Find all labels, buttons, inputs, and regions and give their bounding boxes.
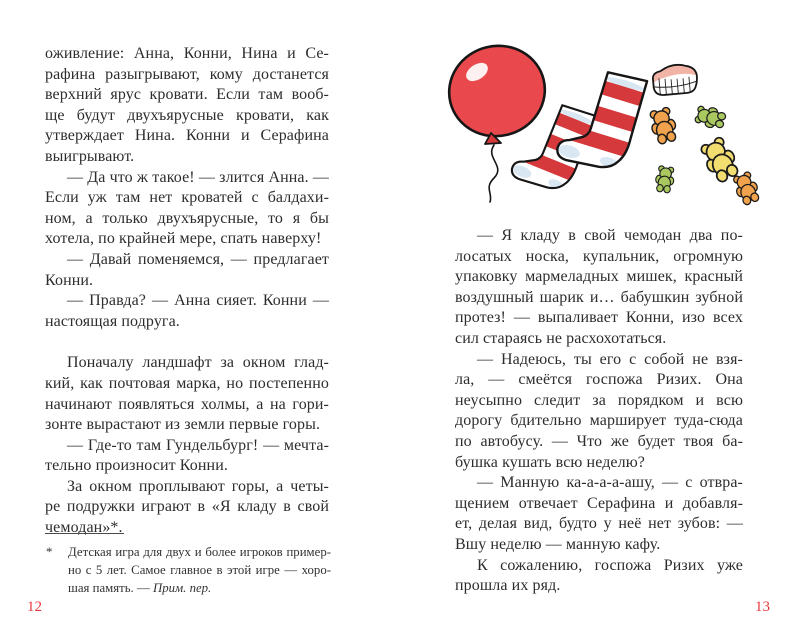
page-number-left: 12 — [27, 599, 42, 615]
text-line: — Манную ка-а-а-а-ашу, — с отвра- — [477, 474, 743, 492]
footnote-line: но с 5 лет. Самое главное в этой игре — хоро- — [68, 563, 331, 577]
text-line: оживление: Анна, Конни, Нина и Се- — [45, 45, 329, 62]
text-line: ще будут двухъярусные кровати, как — [45, 106, 329, 124]
text-line: тельно произносит Конни. — [45, 457, 228, 475]
text-line: К сожалению, госпожа Ризих уже — [477, 556, 743, 574]
text-line: дорогу бдительно марширует туда-сюда — [455, 412, 743, 430]
text-line: — Давай поменяемся, — предлагает — [67, 250, 329, 268]
text-line: — Да что ж такое! — злится Анна. — — [67, 168, 329, 186]
gummy-bear-orange-icon — [648, 106, 680, 145]
text-line: Если уж там нет кроватей с балдахи- — [45, 189, 329, 207]
text-line: воздушный шарик и… бабушкин зубной — [455, 288, 743, 306]
footnote-text: шая память. — — [68, 581, 153, 595]
text-line: хотела, по крайней мере, спать наверху! — [45, 230, 322, 248]
text-line: — Я кладу в свой чемодан два по- — [477, 227, 743, 244]
text-line: зонте вырастают из земли первые горы. — [45, 416, 321, 434]
text-line: неусыпно следит за порядком и всю — [455, 391, 743, 409]
text-line: Поначалу ландшафт за окном глад- — [67, 354, 329, 372]
text-line: бушка кушать всю неделю? — [455, 453, 645, 471]
footnote-translator-note: Прим. пер. — [152, 581, 212, 595]
text-line: чемодан»*. — [45, 519, 123, 537]
right-text-column — [455, 226, 743, 597]
text-line: ре подружки играют в «Я кладу в свой — [45, 498, 329, 516]
footnote-marker: * — [46, 545, 53, 559]
suitcase-items-illustration — [435, 28, 795, 220]
text-line: — Правда? — Анна сияет. Конни — — [67, 292, 329, 310]
text-line: ном, а только двухъярусные, то я бы — [45, 209, 329, 227]
text-line: начинают появляться холмы, а на гори- — [45, 395, 329, 413]
text-line: лосатых носка, купальник, огромную — [455, 247, 743, 265]
text-line: упаковку мармеладных мишек, красный — [455, 268, 743, 286]
footnote-line: Детская игра для двух и более игроков пример- — [68, 545, 331, 559]
text-line: верхний ярус кровати. Если там вооб- — [45, 86, 329, 104]
footnote — [45, 533, 331, 597]
text-line: За окном проплывают горы, а четы- — [67, 477, 329, 495]
text-line: — Надеюсь, ты его с собой не взя- — [477, 350, 743, 368]
text-line: по автобусу. — Что же будет твоя ба- — [455, 432, 743, 450]
gummy-bear-green-icon — [694, 104, 727, 131]
text-line: настоящая подруга. — [45, 312, 180, 330]
text-line: выигрывают. — [45, 147, 135, 165]
gummy-bear-orange-small-icon — [731, 170, 762, 206]
footnote-divider — [45, 533, 124, 534]
left-text-column — [45, 44, 329, 539]
text-line: утверждает Нина. Конни и Серафина — [45, 127, 329, 145]
text-line: — Где-то там Гундельбург! — мечта- — [67, 436, 329, 454]
balloon-string — [489, 145, 498, 202]
text-line: прошла их ряд. — [455, 577, 561, 595]
gummy-bear-green-small-icon — [654, 165, 675, 193]
text-line: протез! — выпаливает Конни, изо всех — [455, 309, 743, 327]
text-line: рафина разыгрывают, кому достанется — [45, 65, 329, 83]
text-line: Конни. — [45, 271, 94, 289]
text-line: ла, — смеётся госпожа Ризих. Она — [455, 371, 743, 389]
text-line: ет, делая вид, будто у неё нет зубов: — — [455, 515, 743, 533]
footnote-body — [45, 543, 331, 597]
text-line: Вшу неделю — манную кафу. — [455, 535, 661, 553]
text-line: кий, как почтовая марка, но постепенно — [45, 374, 329, 392]
text-line: щением отвечает Серафина и добавля- — [455, 494, 743, 512]
text-line: сил стараясь не расхохотаться. — [455, 329, 667, 347]
footnote-line — [68, 579, 331, 597]
dentures-icon — [648, 58, 701, 96]
page-number-right: 13 — [755, 599, 770, 615]
